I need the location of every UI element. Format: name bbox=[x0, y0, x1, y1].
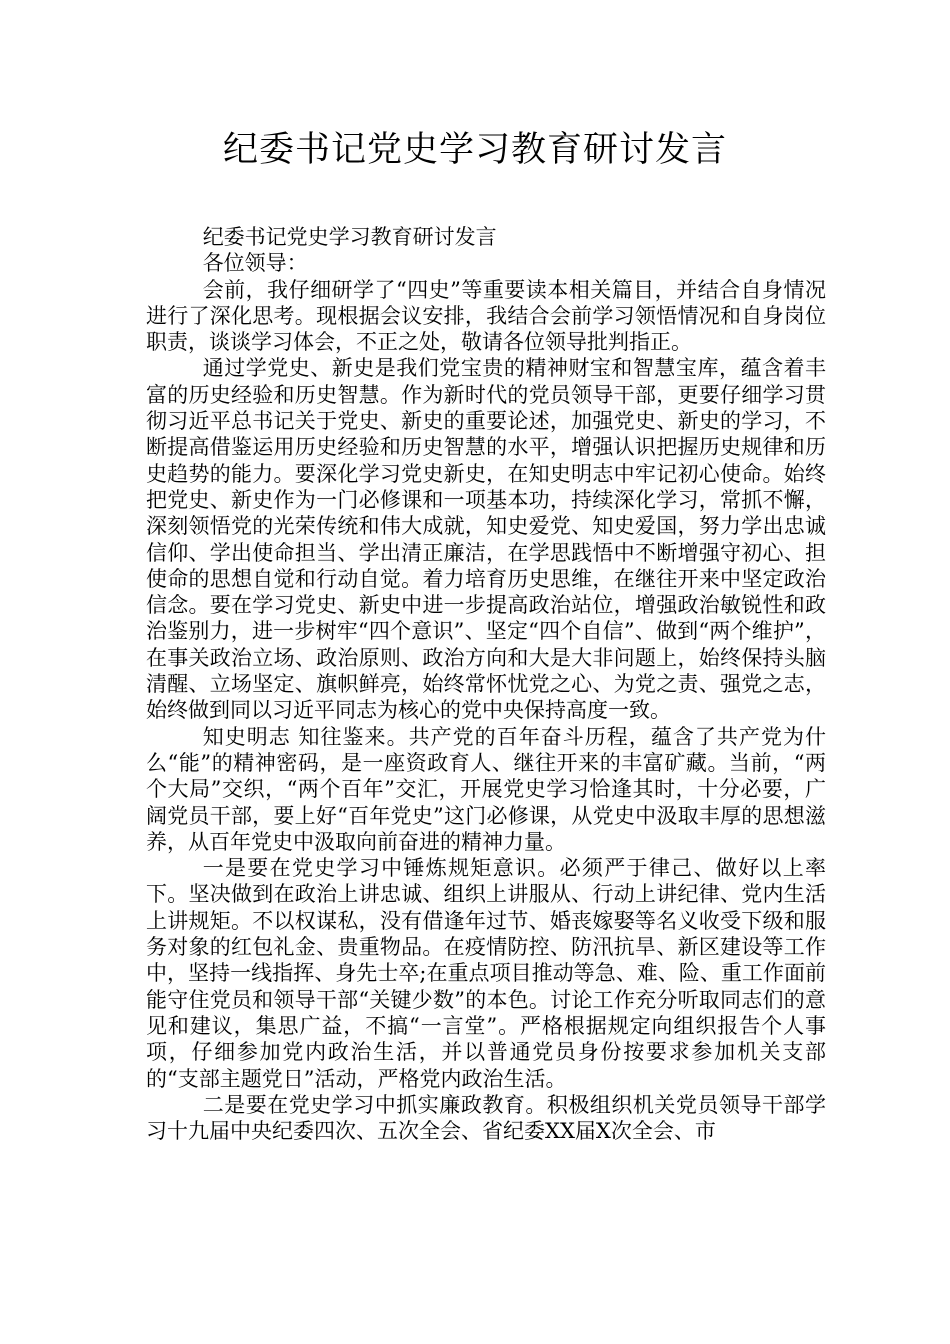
document-subtitle: 纪委书记党史学习教育研讨发言 bbox=[202, 225, 497, 249]
paragraph: 会前，我仔细研学了“四史”等重要读本相关篇目，并结合自身情况进行了深化思考。现根据会议安排，我结合会前学习领悟情况和自身岗位职责，谈谈学习体会，不正之处，敬请各位领导批判指正。 bbox=[146, 277, 826, 355]
paragraph: 通过学党史、新史是我们党宝贵的精神财宝和智慧宝库，蕴含着丰富的历史经验和历史智慧。作为新时代的党员领导干部，更要仔细学习贯彻习近平总书记关于党史、新史的重要论述，加强党史、新史的学习，不断提高借鉴运用历史经验和历史智慧的水平，增强认识把握历史规律和历史趋势的能力。要深化学习党史新史，在知史明志中牢记初心使命。始终把党史、新史作为一门必修课和一项基本功，持续深化学习，常抓不懈，深刻领悟党的光荣传统和伟大成就，知史爱党、知史爱国，努力学出忠诚信仰、学出使命担当、学出清正廉洁，在学思践悟中不断增强守初心、担使命的思想自觉和行动自觉。着力培育历史思维，在继往开来中坚定政治信念。要在学习党史、新史中进一步提高政治站位，增强政治敏锐性和政治鉴别力，进一步树牢“四个意识”、坚定“四个自信”、做到“两个维护”，在事关政治立场、政治原则、政治方向和大是大非问题上，始终保持头脑清醒、立场坚定、旗帜鲜亮，始终常怀忧党之心、为党之责、强党之志，始终做到同以习近平同志为核心的党中央保持高度一致。 bbox=[146, 356, 826, 723]
document-body bbox=[146, 224, 826, 1144]
paragraph: 知史明志 知往鉴来。共产党的百年奋斗历程，蕴含了共产党为什么“能”的精神密码，是一座资政育人、继往开来的丰富矿藏。当前，“两个大局”交织，“两个百年”交汇，开展党史学习恰逢其时，十分必要，广阔党员干部，要上好“百年党史”这门必修课，从党史中汲取丰厚的思想滋养，从百年党史中汲取向前奋进的精神力量。 bbox=[146, 724, 826, 854]
salutation: 各位领导： bbox=[202, 251, 308, 276]
paragraph: 二是要在党史学习中抓实廉政教育。积极组织机关党员领导干部学习十九届中央纪委四次、五次全会、省纪委XX届X次全会、市 bbox=[146, 1092, 826, 1144]
document-title: 纪委书记党史学习教育研讨发言 bbox=[222, 130, 727, 170]
paragraph: 一是要在党史学习中锤炼规矩意识。必须严于律己、做好以上率下。坚决做到在政治上讲忠诚、组织上讲服从、行动上讲纪律、党内生活上讲规矩。不以权谋私，没有借逢年过节、婚丧嫁娶等名义收受下级和服务对象的红包礼金、贵重物品。在疫情防控、防汛抗旱、新区建设等工作中，坚持一线指挥、身先士卒;在重点项目推动等急、难、险、重工作面前能守住党员和领导干部“关键少数”的本色。讨论工作充分听取同志们的意见和建议，集思广益，不搞“一言堂”。严格根据规定向组织报告个人事项，仔细参加党内政治生活，并以普通党员身份按要求参加机关支部的“支部主题党日”活动，严格党内政治生活。 bbox=[146, 856, 826, 1091]
